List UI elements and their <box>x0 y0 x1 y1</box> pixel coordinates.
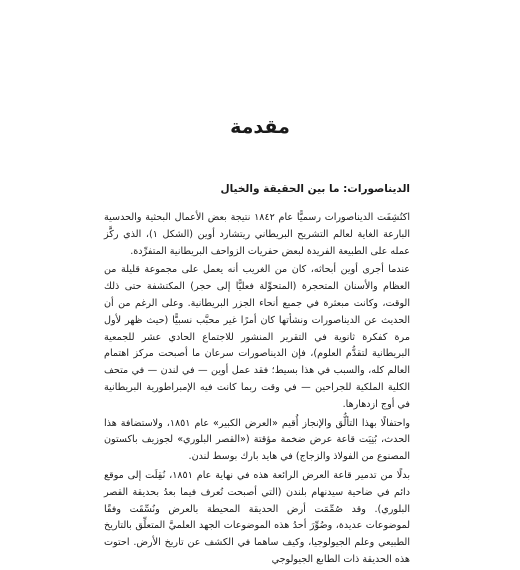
paragraph: عندما أجرى أوين أبحاثه، كان من الغريب أنه يعمل على مجموعة قليلة من العظام والأسنان المتحجرة (المتحوِّلة فعليًّا إلى حجر) المكتشفة حتى ذلك الوقت، وكانت مبعثرة في جميع أنحاء الجزر البريطانية. وعلى الرغم من أن الحديث عن الديناصورات ونشأتها كان أمرًا غير محبَّب نسبيًّا (حيث ظهر لأول مرة كفكرة ثانوية في التقرير المنشور للاجتماع الحادي عشر للجمعية البريطانية لتقدُّم العلوم)، فإن الديناصورات سرعان ما أصبحت مركز اهتمام العالم كله، والسبب في هذا بسيط؛ فقد عمل أوين — في لندن — في متحف الكلية الملكية للجراحين — في وقت ربما كانت فيه الإمبراطورية البريطانية في أوج ازدهارها. <box>104 264 410 410</box>
section-heading: الديناصورات: ما بين الحقيقة والخيال <box>220 183 410 195</box>
paragraph: بدلًا من تدمير قاعة العرض الرائعة هذه في نهاية عام ١٨٥١، نُقِلَت إلى موقع دائم في ضاحية سيدنهام بلندن (التي أصبحت تُعرف فيما بعدُ بحديقة القصر البلوري). وقد صُمِّمَت أرض الحديقة المحيطة بالعرض ونُسِّقَت وفقًا لموضوعات عديدة، وضُوِّرَ أحدُ هذه الموضوعات الجهد العلميَّ المتعلِّق بالتاريخ الطبيعي وعلم الجيولوجيا، وكيف ساهما في الكشف عن تاريخ الأرض. احتوت هذه الحديقة ذات الطابع الجيولوجي <box>104 469 410 565</box>
paragraph: واحتفالًا بهذا التألُّق والإنجاز أُقيم «العرض الكبير» عام ١٨٥١، ولاستضافة هذا الحدث، بُنِيَت قاعة عرض ضخمة مؤقتة («القصر البلوري» لجوزيف باكستون المصنوع من الفولاذ والزجاج) في هايد بارك بوسط لندن. <box>104 417 410 463</box>
chapter-title: مقدمة <box>230 116 290 138</box>
paragraph: اكتُشِفَت الديناصورات رسميًّا عام ١٨٤٢ نتيجة بعض الأعمال البحثية والحدسية البارعة الغاية لعالم التشريح البريطاني ريتشارد أوين (الشكل ١)، الذي ركَّز عمله على الطبيعة الفريدة لبعض حفريات الزواحف البريطانية المتفرِّدة. <box>104 212 410 257</box>
body-text <box>104 210 410 570</box>
